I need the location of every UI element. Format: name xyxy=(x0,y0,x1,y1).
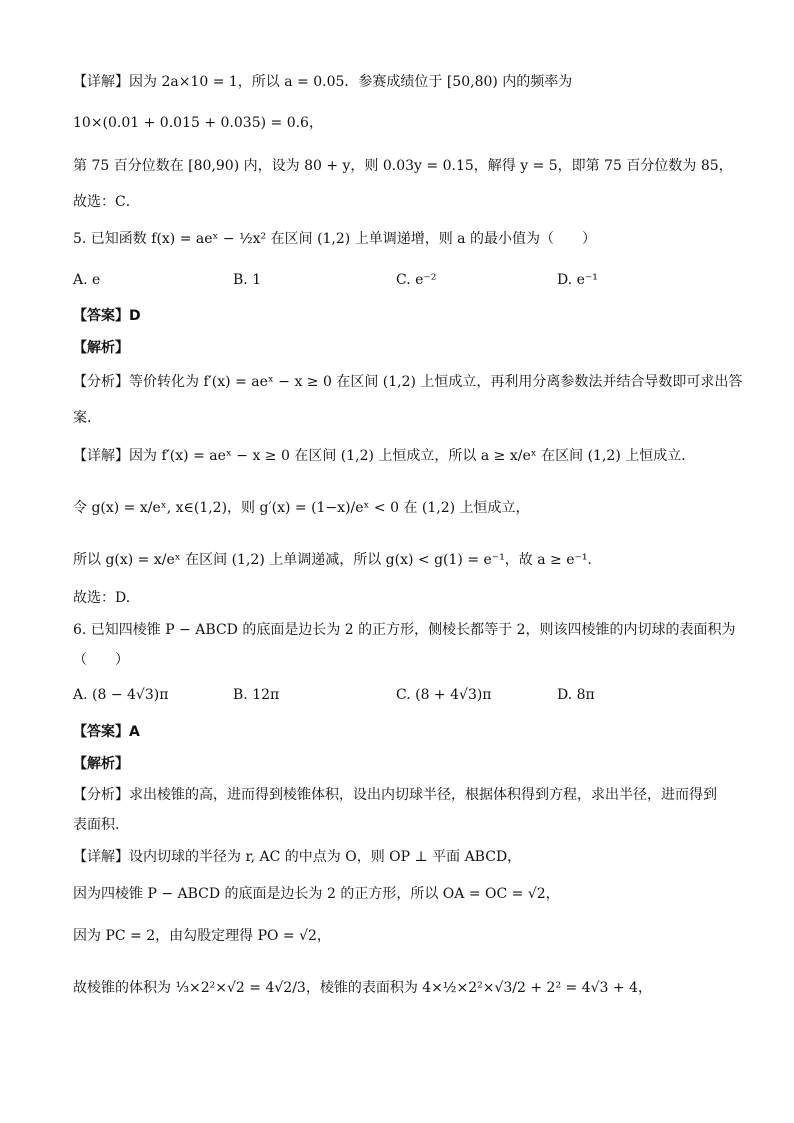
q5-option-a: A. e xyxy=(73,272,101,288)
q5-stem: 5. 已知函数 f(x) = aeˣ − ½x² 在区间 (1,2) 上单调递增，则 a 的最小值为（ ） xyxy=(73,231,596,247)
q5-option-d: D. e⁻¹ xyxy=(557,272,598,288)
q5-analysis-line2: 案. xyxy=(73,410,92,426)
q6-answer: 【答案】A xyxy=(73,724,140,740)
q5-detail-line3: 所以 g(x) = x/eˣ 在区间 (1,2) 上单调递减，所以 g(x) < g(1) = e⁻¹，故 a ≥ e⁻¹． xyxy=(73,552,602,568)
q5-option-c: C. e⁻² xyxy=(396,272,437,288)
q6-detail-line3: 因为 PC = 2，由勾股定理得 PO = √2， xyxy=(73,928,331,944)
q6-option-c: C. (8 + 4√3)π xyxy=(396,687,492,703)
q6-analysis-label: 【解析】 xyxy=(73,756,129,772)
q5-option-b: B. 1 xyxy=(233,272,262,288)
q6-option-d: D. 8π xyxy=(557,687,595,703)
q6-analysis-line2: 表面积. xyxy=(73,817,120,833)
q6-stem-line2: （ ） xyxy=(73,652,129,668)
q5-detail-line2: 令 g(x) = x/eˣ, x∈(1,2)，则 g′(x) = (1−x)/eˣ < 0 在 (1,2) 上恒成立， xyxy=(73,500,530,516)
q4-detail-line1: 【详解】因为 2a×10 = 1，所以 a = 0.05．参赛成绩位于 [50,80) 内的频率为 xyxy=(73,74,573,90)
q6-analysis-line1: 【分析】求出棱锥的高，进而得到棱锥体积，设出内切球半径，根据体积得到方程，求出半径，进而得到 xyxy=(73,787,717,803)
q6-detail-line2: 因为四棱锥 P − ABCD 的底面是边长为 2 的正方形，所以 OA = OC = √2， xyxy=(73,886,560,902)
q5-analysis-label: 【解析】 xyxy=(73,340,129,356)
q4-detail-line2: 10×(0.01 + 0.015 + 0.035) = 0.6， xyxy=(73,115,323,131)
q6-option-b: B. 12π xyxy=(233,687,280,703)
q6-detail-line1: 【详解】设内切球的半径为 r, AC 的中点为 O，则 OP ⊥ 平面 ABCD， xyxy=(73,849,522,865)
q4-detail-line4: 故选：C． xyxy=(73,194,140,210)
q6-option-a: A. (8 − 4√3)π xyxy=(73,687,169,703)
q6-detail-line4: 故棱锥的体积为 ⅓×2²×√2 = 4√2/3，棱锥的表面积为 4×½×2²×√3/2 + 2² = 4√3 + 4， xyxy=(73,980,652,996)
q5-analysis-line1: 【分析】等价转化为 f′(x) = aeˣ − x ≥ 0 在区间 (1,2) 上恒成立，再利用分离参数法并结合导数即可求出答 xyxy=(73,374,743,390)
q5-detail-line4: 故选：D. xyxy=(73,590,131,606)
q4-detail-line3: 第 75 百分位数在 [80,90) 内，设为 80 + y，则 0.03y = 0.15，解得 y = 5，即第 75 百分位数为 85， xyxy=(73,158,733,174)
q6-stem-line1: 6. 已知四棱锥 P − ABCD 的底面是边长为 2 的正方形，侧棱长都等于 2，则该四棱锥的内切球的表面积为 xyxy=(73,622,736,638)
q5-detail-line1: 【详解】因为 f′(x) = aeˣ − x ≥ 0 在区间 (1,2) 上恒成立，所以 a ≥ x/eˣ 在区间 (1,2) 上恒成立. xyxy=(73,448,686,464)
q5-answer: 【答案】D xyxy=(73,308,141,324)
